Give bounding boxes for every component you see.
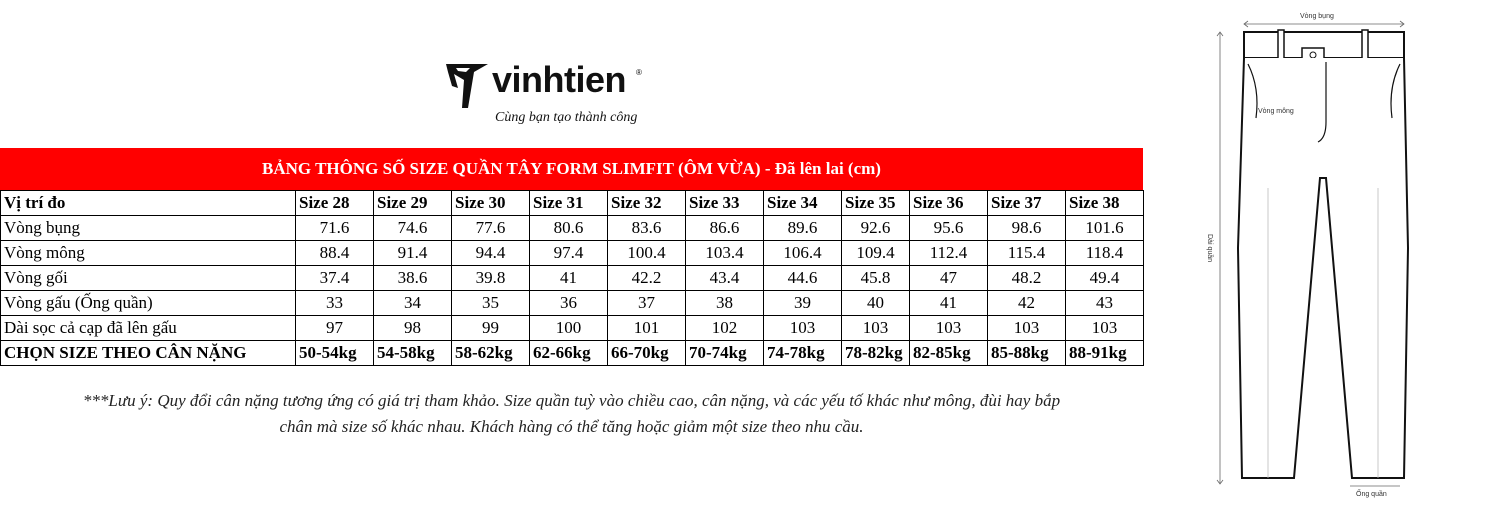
table-title-bar xyxy=(0,148,1143,190)
value-cell: 82-85kg xyxy=(910,341,988,366)
row-label-cell: CHỌN SIZE THEO CÂN NẶNG xyxy=(1,341,296,366)
table-row xyxy=(1,266,1144,291)
value-cell: 49.4 xyxy=(1066,266,1144,291)
value-cell: 103 xyxy=(910,316,988,341)
value-cell: Size 34 xyxy=(764,191,842,216)
value-cell: 58-62kg xyxy=(452,341,530,366)
value-cell: 39 xyxy=(764,291,842,316)
value-cell: 112.4 xyxy=(910,241,988,266)
value-cell: 78-82kg xyxy=(842,341,910,366)
value-cell: 48.2 xyxy=(988,266,1066,291)
value-cell: 43.4 xyxy=(686,266,764,291)
value-cell: Size 36 xyxy=(910,191,988,216)
value-cell: 101 xyxy=(608,316,686,341)
row-label-cell: Dài sọc cả cạp đã lên gấu xyxy=(1,316,296,341)
value-cell: 100.4 xyxy=(608,241,686,266)
note-line-1: ***Lưu ý: Quy đổi cân nặng tương ứng có giá trị tham khảo. Size quần tuỳ vào chiều cao, cân nặng, và các yếu tố khác như mông, đùi hay bắp xyxy=(82,391,1061,410)
value-cell: 99 xyxy=(452,316,530,341)
value-cell: Size 28 xyxy=(296,191,374,216)
value-cell: 80.6 xyxy=(530,216,608,241)
value-cell: 88.4 xyxy=(296,241,374,266)
value-cell: 94.4 xyxy=(452,241,530,266)
hip-label: Vòng mông xyxy=(1258,108,1294,115)
value-cell: 103 xyxy=(764,316,842,341)
size-table-body xyxy=(1,191,1144,366)
value-cell: 42.2 xyxy=(608,266,686,291)
value-cell: 62-66kg xyxy=(530,341,608,366)
value-cell: 106.4 xyxy=(764,241,842,266)
value-cell: 88-91kg xyxy=(1066,341,1144,366)
value-cell: 109.4 xyxy=(842,241,910,266)
value-cell: Size 37 xyxy=(988,191,1066,216)
size-note xyxy=(0,388,1143,440)
value-cell: 37.4 xyxy=(296,266,374,291)
value-cell: 77.6 xyxy=(452,216,530,241)
value-cell: 97.4 xyxy=(530,241,608,266)
value-cell: 34 xyxy=(374,291,452,316)
value-cell: 103.4 xyxy=(686,241,764,266)
size-table xyxy=(0,190,1144,366)
brand-name: vinhtien xyxy=(492,59,627,100)
value-cell: 89.6 xyxy=(764,216,842,241)
table-row xyxy=(1,291,1144,316)
trousers-drawing xyxy=(1196,8,1426,508)
value-cell: 98.6 xyxy=(988,216,1066,241)
value-cell: 92.6 xyxy=(842,216,910,241)
value-cell: 45.8 xyxy=(842,266,910,291)
value-cell: 41 xyxy=(910,291,988,316)
value-cell: 102 xyxy=(686,316,764,341)
value-cell: Size 33 xyxy=(686,191,764,216)
value-cell: 91.4 xyxy=(374,241,452,266)
value-cell: 118.4 xyxy=(1066,241,1144,266)
row-label-cell: Vòng gối xyxy=(1,266,296,291)
value-cell: 38 xyxy=(686,291,764,316)
registered-mark: ® xyxy=(636,68,642,77)
value-cell: 74.6 xyxy=(374,216,452,241)
value-cell: 33 xyxy=(296,291,374,316)
value-cell: 47 xyxy=(910,266,988,291)
value-cell: Size 32 xyxy=(608,191,686,216)
value-cell: 44.6 xyxy=(764,266,842,291)
value-cell: 85-88kg xyxy=(988,341,1066,366)
value-cell: 103 xyxy=(988,316,1066,341)
value-cell: 38.6 xyxy=(374,266,452,291)
table-header-row xyxy=(1,191,1144,216)
value-cell: 100 xyxy=(530,316,608,341)
value-cell: 97 xyxy=(296,316,374,341)
panther-logo-icon xyxy=(444,58,490,110)
trousers-diagram xyxy=(1196,8,1426,508)
note-line-2: chân mà size số khác nhau. Khách hàng có thể tăng hoặc giảm một size theo nhu cầu. xyxy=(279,417,864,436)
hem-label: Ống quần xyxy=(1356,491,1387,498)
weight-row xyxy=(1,341,1144,366)
length-label: Dài quần xyxy=(1206,234,1213,263)
value-cell: 54-58kg xyxy=(374,341,452,366)
value-cell: Size 38 xyxy=(1066,191,1144,216)
table-title: BẢNG THÔNG SỐ SIZE QUẦN TÂY FORM SLIMFIT (ÔM VỪA) - Đã lên lai (cm) xyxy=(262,159,881,178)
value-cell: 103 xyxy=(1066,316,1144,341)
value-cell: 83.6 xyxy=(608,216,686,241)
brand-logo xyxy=(440,56,650,136)
value-cell: 98 xyxy=(374,316,452,341)
value-cell: 41 xyxy=(530,266,608,291)
row-label-cell: Vòng bụng xyxy=(1,216,296,241)
value-cell: 42 xyxy=(988,291,1066,316)
value-cell: 74-78kg xyxy=(764,341,842,366)
value-cell: Size 35 xyxy=(842,191,910,216)
value-cell: 103 xyxy=(842,316,910,341)
value-cell: 40 xyxy=(842,291,910,316)
value-cell: 43 xyxy=(1066,291,1144,316)
value-cell: 70-74kg xyxy=(686,341,764,366)
row-label-cell: Vòng gấu (Ống quần) xyxy=(1,291,296,316)
value-cell: 35 xyxy=(452,291,530,316)
value-cell: 101.6 xyxy=(1066,216,1144,241)
waist-label: Vòng bụng xyxy=(1300,13,1334,20)
value-cell: 36 xyxy=(530,291,608,316)
value-cell: Size 29 xyxy=(374,191,452,216)
value-cell: 115.4 xyxy=(988,241,1066,266)
row-label-cell: Vòng mông xyxy=(1,241,296,266)
table-row xyxy=(1,216,1144,241)
value-cell: 39.8 xyxy=(452,266,530,291)
value-cell: 66-70kg xyxy=(608,341,686,366)
brand-slogan: Cùng bạn tạo thành công xyxy=(495,110,638,125)
table-row xyxy=(1,241,1144,266)
value-cell: Size 30 xyxy=(452,191,530,216)
value-cell: 95.6 xyxy=(910,216,988,241)
value-cell: 86.6 xyxy=(686,216,764,241)
value-cell: Size 31 xyxy=(530,191,608,216)
row-label-cell: Vị trí đo xyxy=(1,191,296,216)
value-cell: 50-54kg xyxy=(296,341,374,366)
table-row xyxy=(1,316,1144,341)
value-cell: 71.6 xyxy=(296,216,374,241)
value-cell: 37 xyxy=(608,291,686,316)
